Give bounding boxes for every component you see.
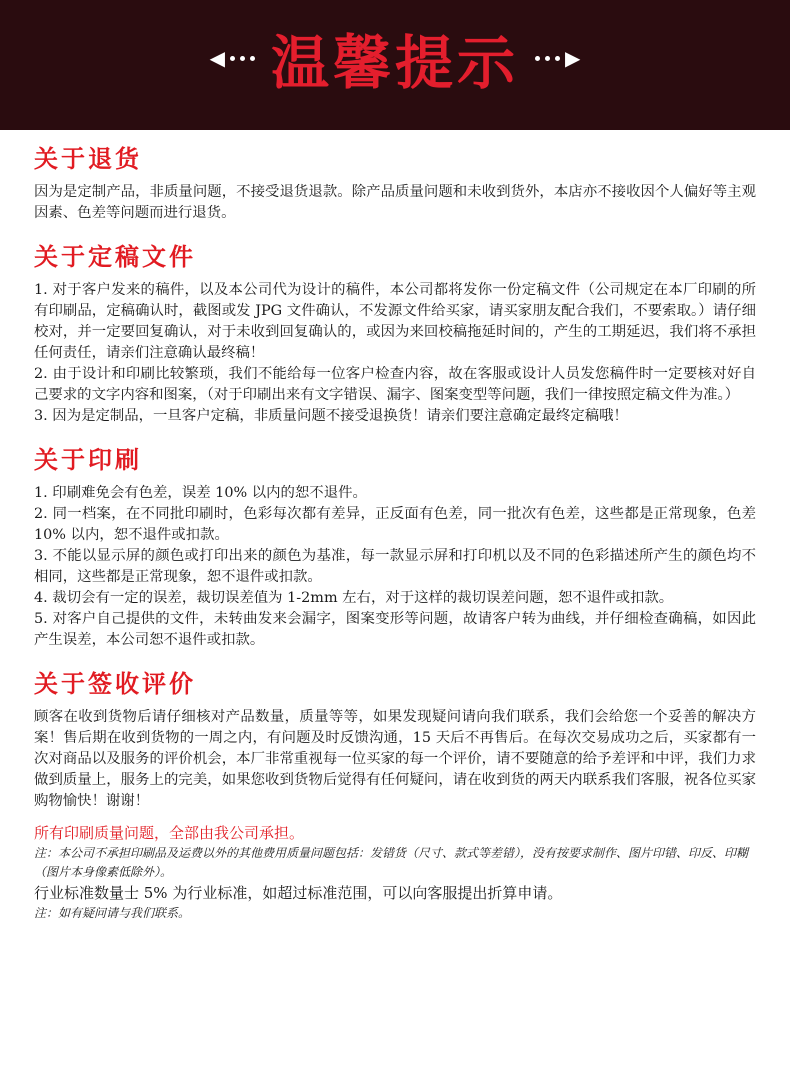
page-title-text: 温馨提示 [270, 29, 519, 97]
dot-icon [535, 56, 540, 61]
quality-red-note: 所有印刷质量问题，全部由我公司承担。 [34, 824, 305, 842]
disclaimer-note: 注：本公司不承担印刷品及运费以外的其他费用质量问题包括：发错货（尺寸、款式等差错），没有按要求制作、图片印错、印反、印糊（图片本身像素低除外）。 [34, 846, 749, 879]
banner-inner [210, 16, 581, 100]
footer-notes [34, 822, 756, 923]
header-banner [0, 0, 790, 130]
banner-deco-right [535, 48, 580, 68]
page-title [271, 16, 519, 100]
section-paragraph: 2. 由于设计和印刷比较繁琐，我们不能给每一位客户检查内容，故在客服或设计人员发您稿件时一定要核对好自己要求的文字内容和图案，（对于印刷出来有文字错误、漏字、图案变型等问题，我们一律按照定稿文件为准。） [34, 366, 756, 403]
section-paragraph: 4. 裁切会有一定的误差，裁切误差值为 1-2mm 左右，对于这样的裁切误差问题，恕不退件或扣款。 [34, 590, 674, 606]
content [0, 130, 790, 923]
section-title: 关于定稿文件 [34, 243, 196, 271]
section-paragraph: 3. 因为是定制品，一旦客户定稿，非质量问题不接受退换货！请亲们要注意确定最终定稿哦！ [34, 408, 628, 424]
section-paragraph: 因为是定制产品，非质量问题，不接受退货退款。除产品质量问题和未收到货外，本店亦不接收因个人偏好等主观因素、色差等问题而进行退货。 [34, 184, 756, 221]
section-paragraph: 2. 同一档案，在不同批印刷时，色彩每次都有差异，正反面有色差，同一批次有色差，这些都是正常现象，色差 10% 以内，恕不退件或扣款。 [34, 506, 756, 543]
section-title: 关于签收评价 [34, 670, 196, 698]
industry-standard-text: 行业标准数量士 5% 为行业标准，如超过标准范围，可以向客服提出折算申请。 [34, 884, 563, 902]
right-arrow-icon: ▶ [565, 46, 581, 70]
section-title: 关于印刷 [34, 446, 142, 474]
section-printing [34, 445, 756, 651]
section-paragraph: 顾客在收到货物后请仔细核对产品数量，质量等等，如果发现疑问请向我们联系，我们会给您一个妥善的解决方案！售后期在收到货物的一周之内，有问题及时反馈沟通，15 天后不再售后。在每次交易成功之后，买家都有一次对商品以及服务的评价机会，本厂非常重视每一位买家的每一个评价，请不要随意的给予差评和中评，我们力求做到质量上，服务上的完美，如果您收到货物后觉得有任何疑问，请在收到货的两天内联系我们客服，祝各位买家购物愉快！谢谢！ [34, 709, 756, 809]
banner-deco-left [210, 48, 255, 68]
dot-icon [240, 56, 245, 61]
dot-icon [545, 56, 550, 61]
dot-icon [250, 56, 255, 61]
section-paragraph: 5. 对客户自己提供的文件，未转曲发来会漏字，图案变形等问题，故请客户转为曲线，并仔细检查确稿，如因此产生误差，本公司恕不退件或扣款。 [34, 611, 756, 648]
contact-note: 注：如有疑问请与我们联系。 [34, 906, 191, 920]
section-title: 关于退货 [34, 145, 142, 173]
section-receipt-review [34, 669, 756, 812]
dot-icon [230, 56, 235, 61]
section-returns [34, 144, 756, 224]
section-paragraph: 1. 印刷难免会有色差，误差 10% 以内的恕不退件。 [34, 485, 367, 501]
dot-icon [555, 56, 560, 61]
section-paragraph: 3. 不能以显示屏的颜色或打印出来的颜色为基准，每一款显示屏和打印机以及不同的色彩描述所产生的颜色均不相同，这些都是正常现象，恕不退件或扣款。 [34, 548, 756, 585]
section-final-draft [34, 242, 756, 427]
left-arrow-icon: ◀ [209, 46, 225, 70]
section-paragraph: 1. 对于客户发来的稿件，以及本公司代为设计的稿件，本公司都将发你一份定稿文件（公司规定在本厂印刷的所有印刷品，定稿确认时，截图或发 JPG 文件确认，不发源文件给买家，请买家朋友配合我们，不要索取。）请仔细校对，并一定要回复确认，对于未收到回复确认的，或因为来回校稿拖延时间的，产生的工期延迟，我们将不承担任何责任，请亲们注意确认最终稿！ [34, 282, 756, 361]
